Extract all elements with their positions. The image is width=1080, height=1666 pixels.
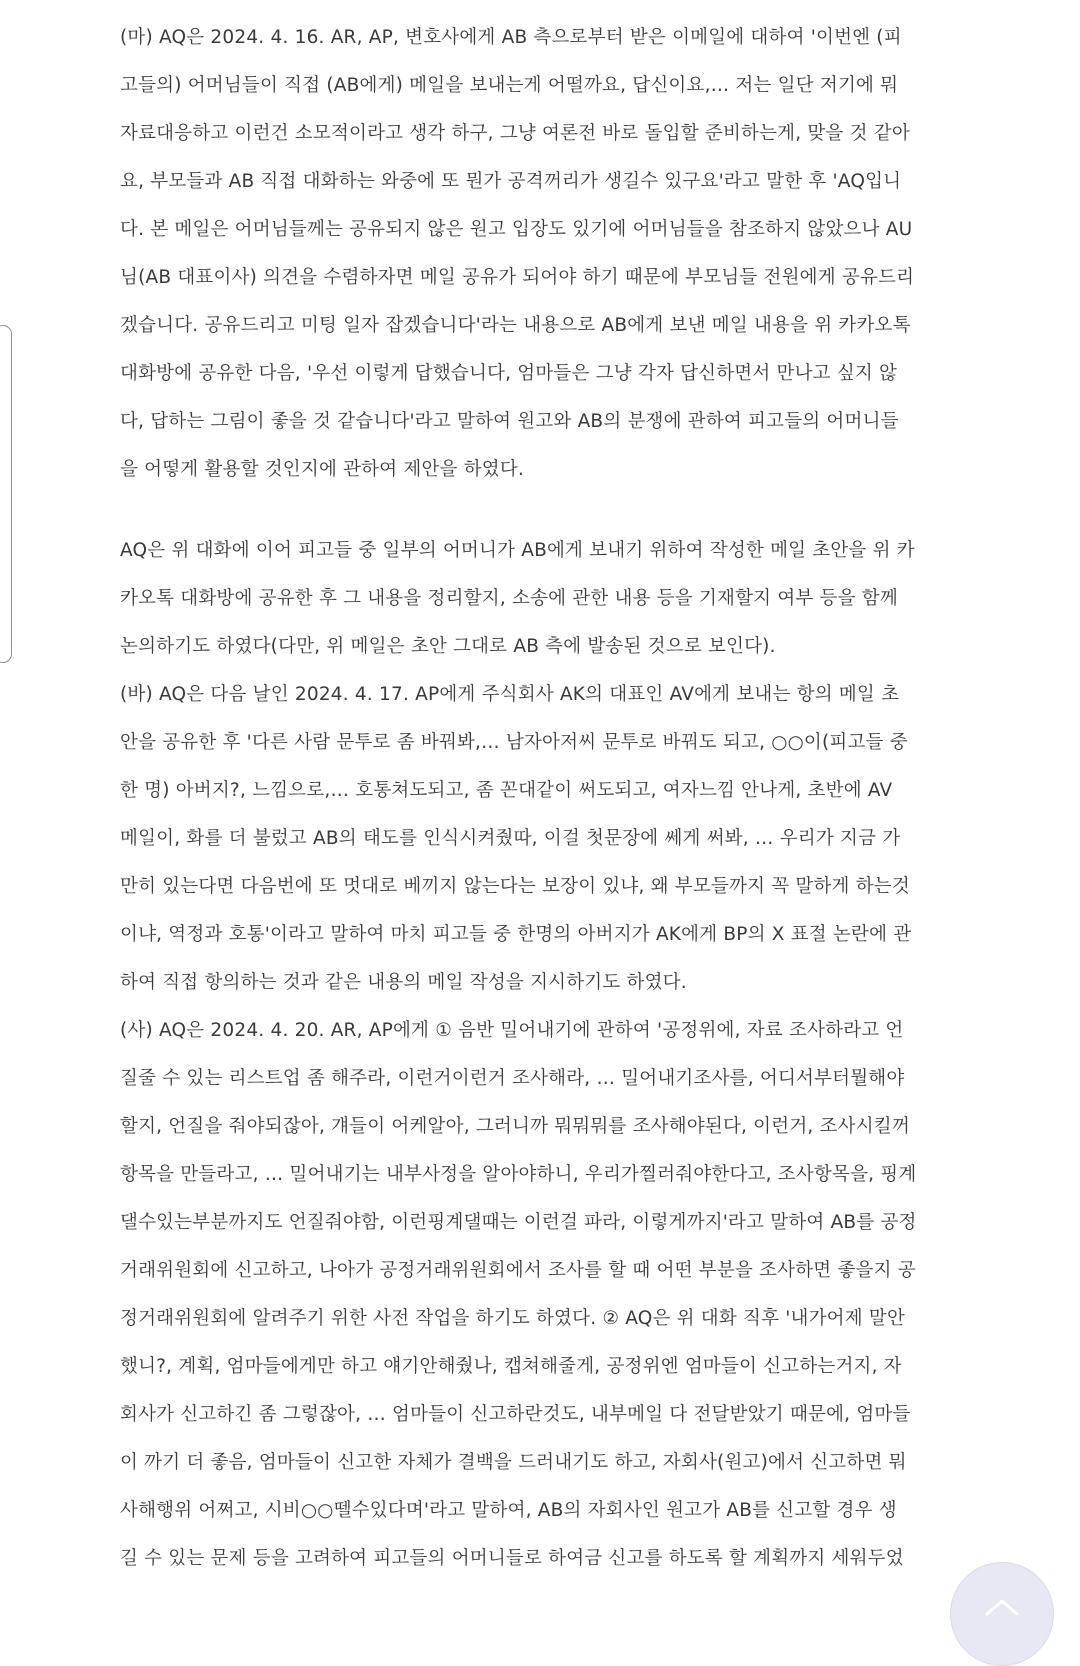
text-line: AQ은 위 대화에 이어 피고들 중 일부의 어머니가 AB에게 보내기 위하여 작성한 메일 초안을 위 카 — [120, 540, 915, 561]
text-line: 한 명) 아버지?, 느낌으로,… 호통쳐도되고, 좀 꼰대같이 써도되고, 여자느낌 안나게, 초반에 AV — [120, 780, 893, 801]
text-line: 요, 부모들과 AB 직접 대화하는 와중에 또 뭔가 공격꺼리가 생길수 있구요'라고 말한 후 'AQ입니 — [120, 171, 902, 192]
text-line: 할지, 언질을 줘야되잖아, 걔들이 어케알아, 그러니까 뭐뭐뭐를 조사해야된다, 이런거, 조사시킬꺼 — [120, 1116, 910, 1137]
side-scroll-handle[interactable] — [0, 325, 12, 663]
text-line: 하여 직접 항의하는 것과 같은 내용의 메일 작성을 지시하기도 하였다. — [120, 972, 687, 993]
text-line: (사) AQ은 2024. 4. 20. AR, AP에게 ① 음반 밀어내기에 관하여 '공정위에, 자료 조사하라고 언 — [120, 1020, 904, 1041]
text-line: 카오톡 대화방에 공유한 후 그 내용을 정리할지, 소송에 관한 내용 등을 기재할지 여부 등을 함께 — [120, 588, 898, 609]
text-line: (바) AQ은 다음 날인 2024. 4. 17. AP에게 주식회사 AK의 대표인 AV에게 보내는 항의 메일 초 — [120, 684, 900, 705]
text-line: 항목을 만들라고, … 밀어내기는 내부사정을 알아야하니, 우리가찔러줘야한다고, 조사항목을, 핑계 — [120, 1164, 917, 1185]
text-line: 님(AB 대표이사) 의견을 수렴하자면 메일 공유가 되어야 하기 때문에 부모님들 전원에게 공유드리 — [120, 267, 915, 288]
text-line: 겠습니다. 공유드리고 미팅 일자 잡겠습니다'라는 내용으로 AB에게 보낸 메일 내용을 위 카카오톡 — [120, 315, 911, 336]
chevron-up-icon — [984, 1597, 1020, 1617]
text-line: 안을 공유한 후 '다른 사람 문투로 좀 바꿔봐,… 남자아저씨 문투로 바꿔도 되고, ○○이(피고들 중 — [120, 732, 908, 753]
text-line: 이냐, 역정과 호통'이라고 말하여 마치 피고들 중 한명의 아버지가 AK에게 BP의 X 표절 논란에 관 — [120, 924, 912, 945]
text-line: 논의하기도 하였다(다만, 위 메일은 초안 그대로 AB 측에 발송된 것으로 보인다). — [120, 636, 776, 657]
paragraph-ba — [120, 671, 958, 1007]
text-line: 이 까기 더 좋음, 엄마들이 신고한 자체가 결백을 드러내기도 하고, 자회사(원고)에서 신고하면 뭐 — [120, 1452, 907, 1473]
text-line: 자료대응하고 이런건 소모적이라고 생각 하구, 그냥 여론전 바로 돌입할 준비하는게, 맞을 것 같아 — [120, 123, 910, 144]
text-line: 길 수 있는 문제 등을 고려하여 피고들의 어머니들로 하여금 신고를 하도록 할 계획까지 세워두었 — [120, 1548, 904, 1569]
paragraph-aq-continue — [120, 527, 958, 671]
scroll-top-button[interactable] — [950, 1562, 1054, 1666]
text-line: 다. 본 메일은 어머님들께는 공유되지 않은 원고 입장도 있기에 어머님들을 참조하지 않았으나 AU — [120, 219, 913, 240]
text-line: 정거래위원회에 알려주기 위한 사전 작업을 하기도 하였다. ② AQ은 위 대화 직후 '내가어제 말안 — [120, 1308, 906, 1329]
text-line: 고들의) 어머님들이 직접 (AB에게) 메일을 보내는게 어떨까요, 답신이요,… 저는 일단 저기에 뭐 — [120, 75, 899, 96]
paragraph-sa — [120, 1007, 958, 1583]
text-line: 질줄 수 있는 리스트업 좀 해주라, 이런거이런거 조사해라, … 밀어내기조사를, 어디서부터뭘해야 — [120, 1068, 905, 1089]
text-line: 만히 있는다면 다음번에 또 멋대로 베끼지 않는다는 보장이 있냐, 왜 부모들까지 꼭 말하게 하는것 — [120, 876, 910, 897]
text-line: 메일이, 화를 더 불렀고 AB의 태도를 인식시켜줬따, 이걸 첫문장에 쎄게 써봐, … 우리가 지금 가 — [120, 828, 901, 849]
text-line: (마) AQ은 2024. 4. 16. AR, AP, 변호사에게 AB 측으로부터 받은 이메일에 대하여 '이번엔 (피 — [120, 27, 902, 48]
paragraph-ma — [120, 14, 958, 494]
text-line: 회사가 신고하긴 좀 그렇잖아, … 엄마들이 신고하란것도, 내부메일 다 전달받았기 때문에, 엄마들 — [120, 1404, 911, 1425]
text-line: 을 어떻게 활용할 것인지에 관하여 제안을 하였다. — [120, 459, 524, 480]
text-line: 다, 답하는 그림이 좋을 것 같습니다'라고 말하여 원고와 AB의 분쟁에 관하여 피고들의 어머니들 — [120, 411, 899, 432]
text-line: 댈수있는부분까지도 언질줘야함, 이런핑계댈때는 이런걸 파라, 이렇게까지'라고 말하여 AB를 공정 — [120, 1212, 917, 1233]
text-line: 했니?, 계획, 엄마들에게만 하고 얘기안해줬나, 캡쳐해줄게, 공정위엔 엄마들이 신고하는거지, 자 — [120, 1356, 902, 1377]
text-line: 사해행위 어쩌고, 시비○○뗄수있다며'라고 말하여, AB의 자회사인 원고가 AB를 신고할 경우 생 — [120, 1500, 897, 1521]
paragraph-gap — [120, 494, 958, 527]
document-body — [120, 14, 958, 1583]
text-line: 대화방에 공유한 다음, '우선 이렇게 답했습니다, 엄마들은 그냥 각자 답신하면서 만나고 싶지 않 — [120, 363, 898, 384]
text-line: 거래위원회에 신고하고, 나아가 공정거래위원회에서 조사를 할 때 어떤 부분을 조사하면 좋을지 공 — [120, 1260, 916, 1281]
